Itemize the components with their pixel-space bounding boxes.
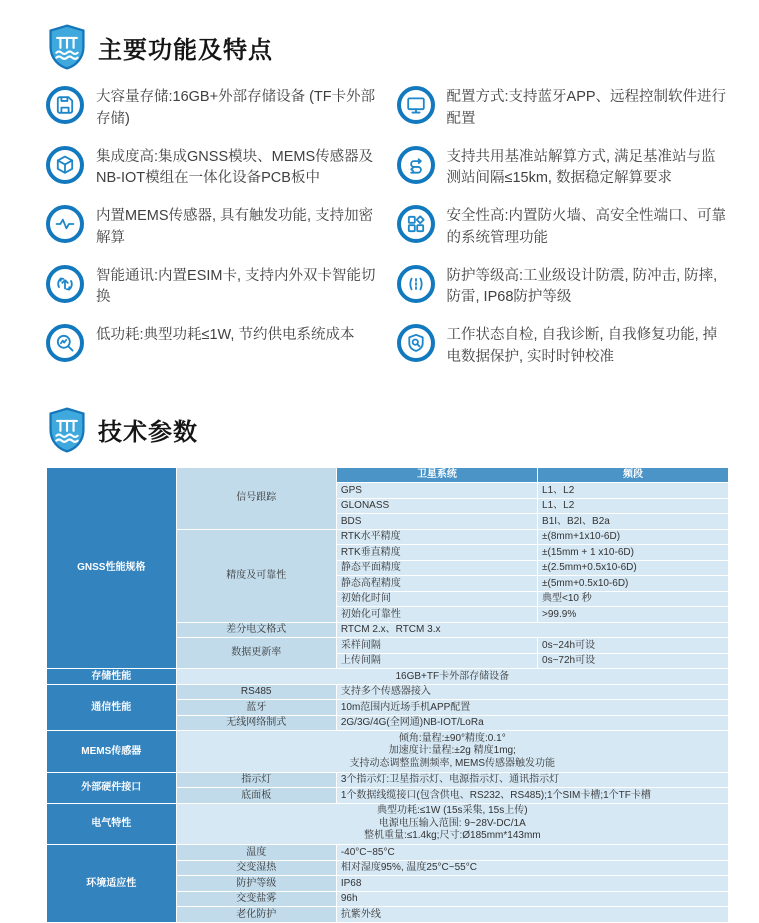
feature-text: 集成度高:集成GNSS模块、MEMS传感器及NB-IOT模组在一体化设备PCB板中 (96, 148, 374, 187)
spec-value-cell: >99.9% (538, 607, 729, 623)
sim-switch-icon (46, 265, 84, 303)
spec-value-cell: B1I、B2I、B2a (538, 514, 729, 530)
spec-value-cell (176, 803, 728, 845)
shield-dam-icon (46, 407, 88, 453)
spec-row (47, 731, 729, 773)
spec-subcategory-cell: 交变盐雾 (176, 891, 336, 907)
spec-param-cell: 采样间隔 (336, 638, 537, 654)
spec-header-cell: 卫星系统 (336, 467, 537, 483)
spec-value-cell: -40°C~85°C (336, 845, 728, 861)
spec-subcategory-cell: 信号跟踪 (176, 467, 336, 529)
pulse-icon (46, 205, 84, 243)
spec-param-cell: 上传间隔 (336, 653, 537, 669)
storage-icon (46, 86, 84, 124)
specs-section (46, 407, 729, 923)
feature-text: 智能通讯:内置ESIM卡, 支持内外双卡智能切换 (96, 267, 376, 306)
spec-value-line: 典型功耗:≤1W (15s采集, 15s上传) (377, 805, 528, 816)
feature-text: 防护等级高:工业级设计防震, 防冲击, 防摔, 防雷, IP68防护等级 (446, 267, 718, 306)
shield-dam-icon (46, 24, 88, 70)
spec-header-cell: 频段 (538, 467, 729, 483)
spec-value-cell: L1、L2 (538, 498, 729, 514)
spec-value-cell: ±(8mm+1x10-6D) (538, 529, 729, 545)
spec-value-cell: ±(5mm+0.5x10-6D) (538, 576, 729, 592)
feature-text: 配置方式:支持蓝牙APP、远程控制软件进行配置 (446, 89, 727, 127)
spec-param-cell: 初始化时间 (336, 591, 537, 607)
spec-subcategory-cell: 防护等级 (176, 876, 336, 892)
cube-icon (46, 146, 84, 184)
specs-title: 技术参数 (98, 419, 198, 446)
monitor-icon (397, 86, 435, 124)
specs-table (46, 467, 729, 923)
spec-value-line: 支持动态调整监测频率, MEMS传感器触发功能 (349, 757, 556, 769)
spec-value-cell: ±(15mm + 1 x10-6D) (538, 545, 729, 561)
spec-row (47, 684, 729, 700)
spec-param-cell: 初始化可靠性 (336, 607, 537, 623)
spec-category-cell: 通信性能 (47, 684, 177, 731)
spec-value-cell: 3个指示灯:卫星指示灯、电源指示灯、通讯指示灯 (336, 772, 728, 788)
spec-subcategory-cell: 精度及可靠性 (176, 529, 336, 622)
spec-value-cell: 2G/3G/4G(全网通)NB-IOT/LoRa (336, 715, 728, 731)
feature-item (397, 324, 730, 369)
feature-item (46, 324, 379, 362)
spec-subcategory-cell: 老化防护 (176, 907, 336, 923)
features-column-right (397, 86, 730, 369)
spec-value-cell: RTCM 2.x、RTCM 3.x (336, 622, 728, 638)
spec-category-cell: GNSS性能规格 (47, 467, 177, 669)
spec-category-cell: 环境适应性 (47, 845, 177, 923)
spec-category-cell: 存储性能 (47, 669, 177, 685)
spec-param-cell: 静态高程精度 (336, 576, 537, 592)
spec-value-cell: 相对湿度95%, 温度25°C~55°C (336, 860, 728, 876)
spec-value-line: 倾角:量程:±90°精度:0.1° (398, 732, 506, 744)
feature-item (46, 86, 379, 131)
spec-subcategory-cell: 无线网络制式 (176, 715, 336, 731)
spec-category-cell: 电气特性 (47, 803, 177, 845)
spec-param-cell: RTK垂直精度 (336, 545, 537, 561)
spec-row (47, 803, 729, 845)
feature-item (46, 146, 379, 191)
feature-item (46, 265, 379, 310)
spec-value-line: 电源电压输入范围: 9~28V-DC/1A (378, 817, 526, 829)
spec-subcategory-cell: 差分电文格式 (176, 622, 336, 638)
spec-row (47, 845, 729, 861)
feature-text: 内置MEMS传感器, 具有触发功能, 支持加密解算 (96, 208, 374, 246)
spec-category-cell: MEMS传感器 (47, 731, 177, 773)
spec-subcategory-cell: 底面板 (176, 788, 336, 804)
spec-param-cell: BDS (336, 514, 537, 530)
features-header (46, 24, 729, 70)
spec-subcategory-cell: 温度 (176, 845, 336, 861)
sync-icon (397, 146, 435, 184)
spec-value-cell: IP68 (336, 876, 728, 892)
spec-value-cell: ±(2.5mm+0.5x10-6D) (538, 560, 729, 576)
spec-subcategory-cell: 蓝牙 (176, 700, 336, 716)
feature-text: 支持共用基准站解算方式, 满足基准站与监测站间隔≤15km, 数据稳定解算要求 (446, 148, 716, 187)
specs-header (46, 407, 729, 453)
spec-row (47, 669, 729, 685)
features-grid (46, 86, 729, 369)
spec-value-cell: 0s~72h可设 (538, 653, 729, 669)
spec-subcategory-cell: 交变湿热 (176, 860, 336, 876)
spec-value-cell: 支持多个传感器接入 (336, 684, 728, 700)
spec-subcategory-cell: 指示灯 (176, 772, 336, 788)
spec-value-cell: L1、L2 (538, 483, 729, 499)
spec-row (47, 467, 729, 483)
blocks-icon (397, 205, 435, 243)
feature-text: 低功耗:典型功耗≤1W, 节约供电系统成本 (96, 327, 355, 343)
spec-value-cell: 抗紫外线 (336, 907, 728, 923)
spec-param-cell: GLONASS (336, 498, 537, 514)
spec-param-cell: RTK水平精度 (336, 529, 537, 545)
feature-text: 大容量存储:16GB+外部存储设备 (TF卡外部存储) (96, 89, 376, 127)
spec-row (47, 772, 729, 788)
spec-param-cell: GPS (336, 483, 537, 499)
spec-value-line: 加速度计:量程:±2g 精度1mg; (388, 745, 516, 756)
feature-text: 工作状态自检, 自我诊断, 自我修复功能, 掉电数据保护, 实时时钟校准 (446, 327, 718, 365)
spec-subcategory-cell: 数据更新率 (176, 638, 336, 669)
features-title: 主要功能及特点 (98, 36, 273, 64)
feature-text: 安全性高:内置防火墙、高安全性端口、可靠的系统管理功能 (446, 208, 727, 246)
spec-value-cell: 0s~24h可设 (538, 638, 729, 654)
feature-item (46, 205, 379, 250)
spec-subcategory-cell: RS485 (176, 684, 336, 700)
spec-param-cell: 静态平面精度 (336, 560, 537, 576)
spec-value-cell (176, 731, 728, 773)
feature-item (397, 265, 730, 310)
spec-category-cell: 外部硬件接口 (47, 772, 177, 803)
shockproof-icon (397, 265, 435, 303)
spec-value-cell: 典型<10 秒 (538, 591, 729, 607)
features-column-left (46, 86, 379, 369)
self-check-icon (397, 324, 435, 362)
spec-value-cell: 10m范围内近场手机APP配置 (336, 700, 728, 716)
spec-value-cell: 1个数据线缆接口(包含供电、RS232、RS485);1个SIM卡槽;1个TF卡槽 (336, 788, 728, 804)
feature-item (397, 146, 730, 191)
features-section (46, 24, 729, 369)
low-power-icon (46, 324, 84, 362)
spec-value-line: 整机重量:≤1.4kg;尺寸:Ø185mm*143mm (363, 830, 541, 841)
feature-item (397, 205, 730, 250)
spec-value-cell: 96h (336, 891, 728, 907)
feature-item (397, 86, 730, 131)
spec-value-cell: 16GB+TF卡外部存储设备 (176, 669, 728, 685)
